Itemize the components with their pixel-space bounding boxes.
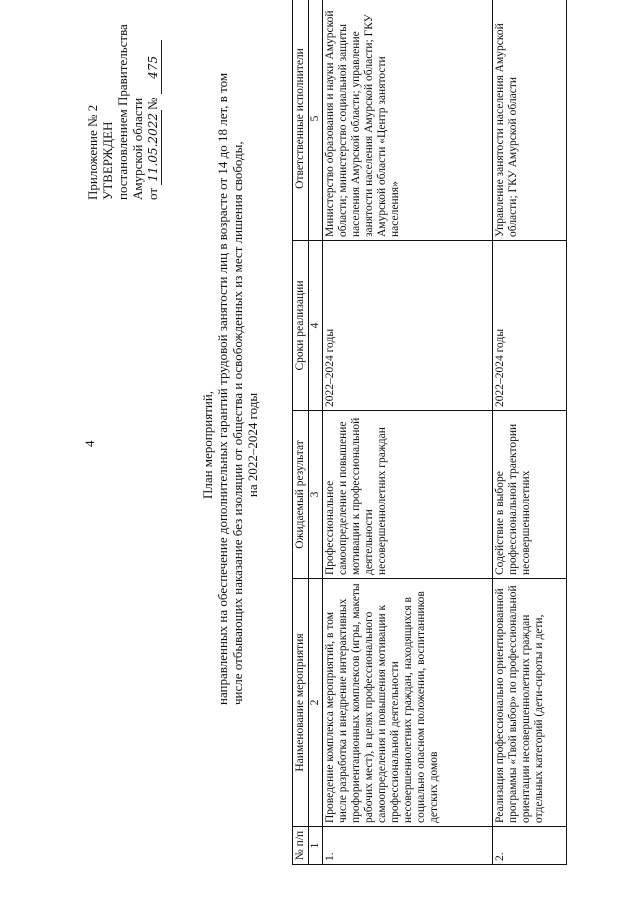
title-line-3: числе отбывающих наказание без изоляции от общества и освобожденных из мест лишения свободы, bbox=[230, 141, 245, 705]
row-term: 2022–2024 годы bbox=[493, 241, 567, 411]
row-num: 2. bbox=[493, 827, 567, 865]
header-name: Наименование мероприятия bbox=[293, 579, 309, 827]
date-value: 11.05.2022 bbox=[146, 110, 162, 185]
row-executors: Управление занятости населения Амурской области; ГКУ Амурской области bbox=[493, 0, 567, 241]
row-executors: Министерство образования и науки Амурской области; министерство социальной защиты населения Амурской области; управление занятости населения Амурской области; ГКУ Амурской области «Центр занятости населения» bbox=[323, 0, 493, 241]
plan-table bbox=[292, 0, 567, 865]
header-executors: Ответственные исполнители bbox=[293, 0, 309, 241]
column-number: 2 bbox=[309, 579, 323, 827]
column-number: 1 bbox=[309, 827, 323, 865]
table-row bbox=[493, 0, 567, 865]
date-prefix: от bbox=[145, 187, 160, 200]
header-result: Ожидаемый результат bbox=[293, 411, 309, 579]
column-number: 4 bbox=[309, 241, 323, 411]
column-number: 5 bbox=[309, 0, 323, 241]
approval-stamp bbox=[85, 5, 162, 200]
approval-resolution: постановлением Правительства bbox=[115, 24, 130, 200]
row-result: Содействие в выборе профессиональной траектории несовершеннолетних bbox=[493, 411, 567, 579]
row-name: Проведение комплекса мероприятий, в том числе разработка и внедрение интерактивных профориентационных комплексов (игры, макеты рабочих мест), в целях профессионального самоопределения и повышения мотивации к профессиональной деятельности несовершеннолетних граждан, находящихся в социально опасном положении, воспитанников детских домов bbox=[323, 579, 493, 827]
number-prefix: № bbox=[145, 97, 160, 111]
row-name: Реализация профессионально ориентированной программы «Твой выбор» по профессиональной ориентации несовершеннолетних граждан отдельных категорий (дети-сироты и дети, bbox=[493, 579, 567, 827]
row-num: 1. bbox=[323, 827, 493, 865]
approval-approved: УТВЕРЖДЕН bbox=[100, 121, 115, 200]
approval-appendix: Приложение № 2 bbox=[85, 104, 100, 200]
number-value: 475 bbox=[146, 40, 162, 94]
row-term: 2022–2024 годы bbox=[323, 241, 493, 411]
row-result: Профессиональное самоопределение и повышение мотивации к профессиональной деятельности несовершеннолетних граждан bbox=[323, 411, 493, 579]
column-number: 3 bbox=[309, 411, 323, 579]
approval-region: Амурской области bbox=[130, 97, 145, 200]
approval-date-line bbox=[145, 5, 162, 200]
column-number-row bbox=[309, 0, 323, 865]
title-line-2: направленных на обеспечение дополнительных гарантий трудовой занятости лиц в возрасте от 14 до 18 лет, в том bbox=[215, 72, 230, 705]
header-term: Сроки реализации bbox=[293, 241, 309, 411]
document-title bbox=[200, 72, 260, 705]
table-header-row bbox=[293, 0, 309, 865]
title-line-1: План мероприятий, bbox=[200, 390, 215, 500]
header-num: № п/п bbox=[293, 827, 309, 865]
table-row bbox=[323, 0, 493, 865]
title-line-4: на 2022–2024 годы bbox=[245, 392, 260, 498]
page-number: 4 bbox=[82, 440, 97, 447]
